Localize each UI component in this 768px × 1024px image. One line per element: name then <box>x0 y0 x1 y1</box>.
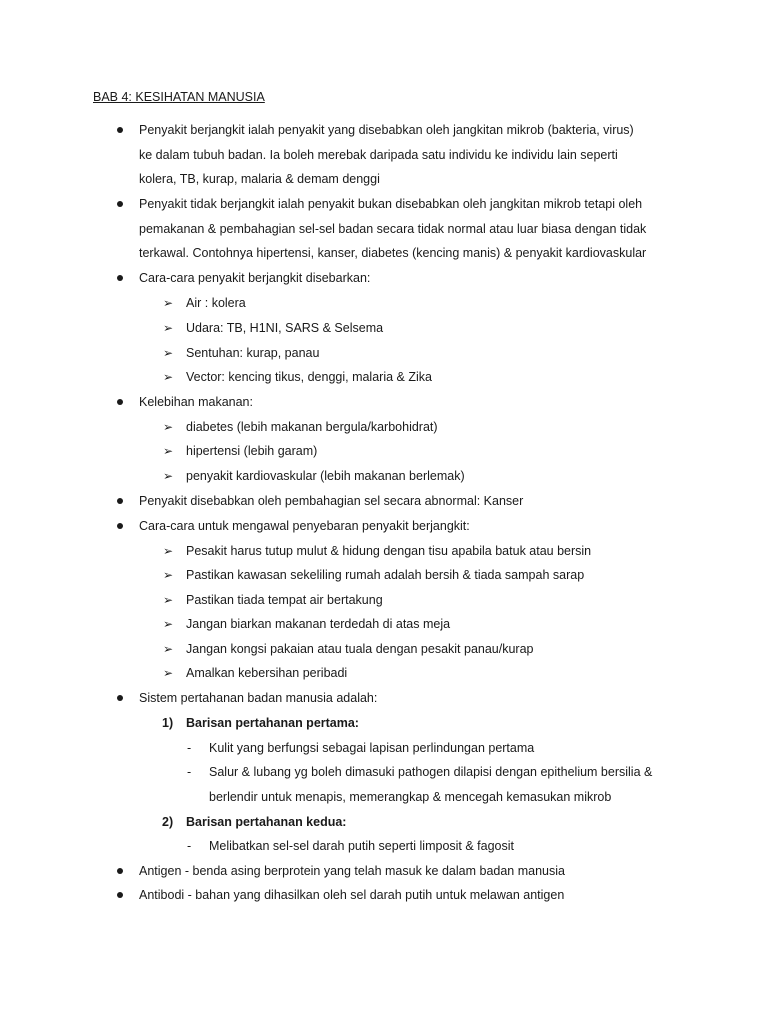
item4-sub2: hipertensi (lebih garam) <box>186 444 318 458</box>
defense-line-2-label: Barisan pertahanan kedua: <box>186 815 347 829</box>
defense-1-sub2-cont: berlendir untuk menapis, memerangkap & mencegah kemasukan mikrob <box>209 790 612 804</box>
defense-line-1-label: Barisan pertahanan pertama: <box>186 716 359 730</box>
arrow-bullet-icon: ➢ <box>163 544 174 558</box>
arrow-bullet-icon: ➢ <box>163 370 174 384</box>
item2-line1: Penyakit tidak berjangkit ialah penyakit bukan disebabkan oleh jangkitan mikrob tetapi oleh <box>139 197 643 211</box>
item6-sub4: Jangan biarkan makanan terdedah di atas meja <box>186 617 451 631</box>
item2-line3: terkawal. Contohnya hipertensi, kanser, diabetes (kencing manis) & penyakit kardiovaskular <box>139 246 647 260</box>
arrow-bullet-icon: ➢ <box>163 666 174 680</box>
dash-bullet: - <box>187 741 192 755</box>
dash-bullet: - <box>187 765 192 779</box>
bullet-icon <box>117 399 123 405</box>
arrow-bullet-icon: ➢ <box>163 321 174 335</box>
arrow-bullet-icon: ➢ <box>163 296 174 310</box>
item6-text: Cara-cara untuk mengawal penyebaran penyakit berjangkit: <box>139 519 470 533</box>
defense-2-sub1: Melibatkan sel-sel darah putih seperti limposit & fagosit <box>209 839 515 853</box>
arrow-bullet-icon: ➢ <box>163 568 174 582</box>
arrow-bullet-icon: ➢ <box>163 469 174 483</box>
item4-text: Kelebihan makanan: <box>139 395 253 409</box>
item6-sub6: Amalkan kebersihan peribadi <box>186 666 348 680</box>
item4-sub1: diabetes (lebih makanan bergula/karbohidrat) <box>186 420 438 434</box>
item3-sub2: Udara: TB, H1NI, SARS & Selsema <box>186 321 384 335</box>
defense-1-sub1: Kulit yang berfungsi sebagai lapisan perlindungan pertama <box>209 741 535 755</box>
list-number: 1) <box>162 716 174 730</box>
item6-sub3: Pastikan tiada tempat air bertakung <box>186 593 383 607</box>
bullet-icon <box>117 523 123 529</box>
item8-text: Antigen - benda asing berprotein yang telah masuk ke dalam badan manusia <box>139 864 565 878</box>
bullet-icon <box>117 695 123 701</box>
arrow-bullet-icon: ➢ <box>163 444 174 458</box>
arrow-bullet-icon: ➢ <box>163 420 174 434</box>
document-title: BAB 4: KESIHATAN MANUSIA <box>93 90 265 104</box>
dash-bullet: - <box>187 839 192 853</box>
bullet-icon <box>117 892 123 898</box>
bullet-icon <box>117 868 123 874</box>
item1-line3: kolera, TB, kurap, malaria & demam denggi <box>139 172 380 186</box>
item3-sub1: Air : kolera <box>186 296 246 310</box>
item5-text: Penyakit disebabkan oleh pembahagian sel secara abnormal: Kanser <box>139 494 524 508</box>
item1-line2: ke dalam tubuh badan. Ia boleh merebak daripada satu individu ke individu lain seperti <box>139 148 618 162</box>
item9-text: Antibodi - bahan yang dihasilkan oleh sel darah putih untuk melawan antigen <box>139 888 565 902</box>
item6-sub1: Pesakit harus tutup mulut & hidung dengan tisu apabila batuk atau bersin <box>186 544 592 558</box>
item7-text: Sistem pertahanan badan manusia adalah: <box>139 691 378 705</box>
item3-text: Cara-cara penyakit berjangkit disebarkan: <box>139 271 371 285</box>
item6-sub5: Jangan kongsi pakaian atau tuala dengan pesakit panau/kurap <box>186 642 534 656</box>
arrow-bullet-icon: ➢ <box>163 617 174 631</box>
bullet-icon <box>117 127 123 133</box>
item1-line1: Penyakit berjangkit ialah penyakit yang disebabkan oleh jangkitan mikrob (bakteria, virus) <box>139 123 634 137</box>
arrow-bullet-icon: ➢ <box>163 346 174 360</box>
item3-sub3: Sentuhan: kurap, panau <box>186 346 320 360</box>
list-number: 2) <box>162 815 174 829</box>
arrow-bullet-icon: ➢ <box>163 593 174 607</box>
bullet-icon <box>117 498 123 504</box>
item6-sub2: Pastikan kawasan sekeliling rumah adalah bersih & tiada sampah sarap <box>186 568 585 582</box>
item4-sub3: penyakit kardiovaskular (lebih makanan berlemak) <box>186 469 465 483</box>
bullet-icon <box>117 275 123 281</box>
bullet-icon <box>117 201 123 207</box>
defense-1-sub2: Salur & lubang yg boleh dimasuki pathogen dilapisi dengan epithelium bersilia & <box>209 765 653 779</box>
item2-line2: pemakanan & pembahagian sel-sel badan secara tidak normal atau luar biasa dengan tidak <box>139 222 647 236</box>
item3-sub4: Vector: kencing tikus, denggi, malaria & Zika <box>186 370 432 384</box>
arrow-bullet-icon: ➢ <box>163 642 174 656</box>
